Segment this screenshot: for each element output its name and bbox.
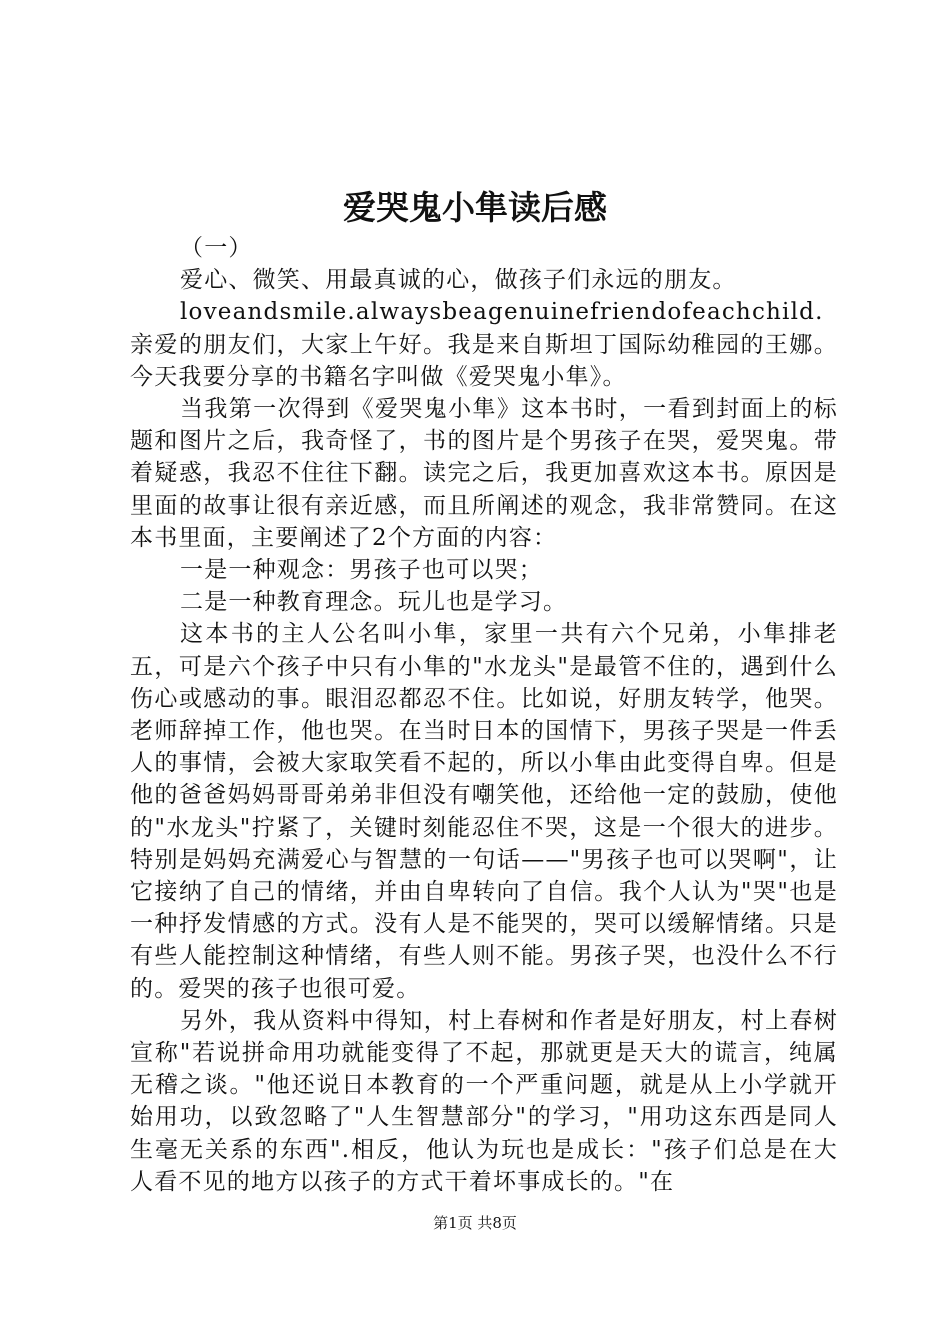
paragraph: loveandsmile.alwaysbeagenuinefriendofeachchild.亲爱的朋友们，大家上午好。我是来自斯坦丁国际幼稚园的王娜。今天我要分享的书籍名字叫做《爱哭鬼小隼》。 (130, 299, 838, 390)
paragraph: 一是一种观念：男孩子也可以哭； (180, 557, 543, 584)
paragraph: 爱心、微笑、用最真诚的心，做孩子们永远的朋友。 (180, 267, 737, 294)
paragraph: 这本书的主人公名叫小隼，家里一共有六个兄弟，小隼排老五，可是六个孩子中只有小隼的"水龙头"是最管不住的，遇到什么伤心或感动的事。眼泪忍都忍不住。比如说，好朋友转学，他哭。老师辞掉工作，他也哭。在当时日本的国情下，男孩子哭是一件丢人的事情，会被大家取笑看不起的，所以小隼由此变得自卑。但是他的爸爸妈妈哥哥弟弟非但没有嘲笑他，还给他一定的鼓励，使他的"水龙头"拧紧了，关键时刻能忍住不哭，这是一个很大的进步。特别是妈妈充满爱心与智慧的一句话——"男孩子也可以哭啊"，让它接纳了自己的情绪，并由自卑转向了自信。我个人认为"哭"也是一种抒发情感的方式。没有人是不能哭的，哭可以缓解情绪。只是有些人能控制这种情绪，有些人则不能。男孩子哭，也没什么不行的。爱哭的孩子也很可爱。 (130, 621, 838, 1002)
document-title: 爱哭鬼小隼读后感 (343, 188, 607, 227)
paragraph: 二是一种教育理念。玩儿也是学习。 (180, 589, 568, 616)
paragraph: 另外，我从资料中得知，村上春树和作者是好朋友，村上春树宣称"若说拼命用功就能变得了不起，那就更是天大的谎言，纯属无稽之谈。"他还说日本教育的一个严重问题，就是从上小学就开始用功，以致忽略了"人生智慧部分"的学习，"用功这东西是同人生毫无关系的东西".相反，他认为玩也是成长："孩子们总是在大人看不见的地方以孩子的方式干着坏事成长的。"在 (130, 1007, 838, 1195)
page-number-footer: 第1页 共8页 (433, 1214, 517, 1232)
section-number: （一） (180, 235, 253, 261)
paragraph: 当我第一次得到《爱哭鬼小隼》这本书时，一看到封面上的标题和图片之后，我奇怪了，书的图片是个男孩子在哭，爱哭鬼。带着疑惑，我忍不住往下翻。读完之后，我更加喜欢这本书。原因是里面的故事让很有亲近感，而且所阐述的观念，我非常赞同。在这本书里面，主要阐述了2个方面的内容： (130, 396, 838, 551)
document-body (130, 232, 838, 1198)
